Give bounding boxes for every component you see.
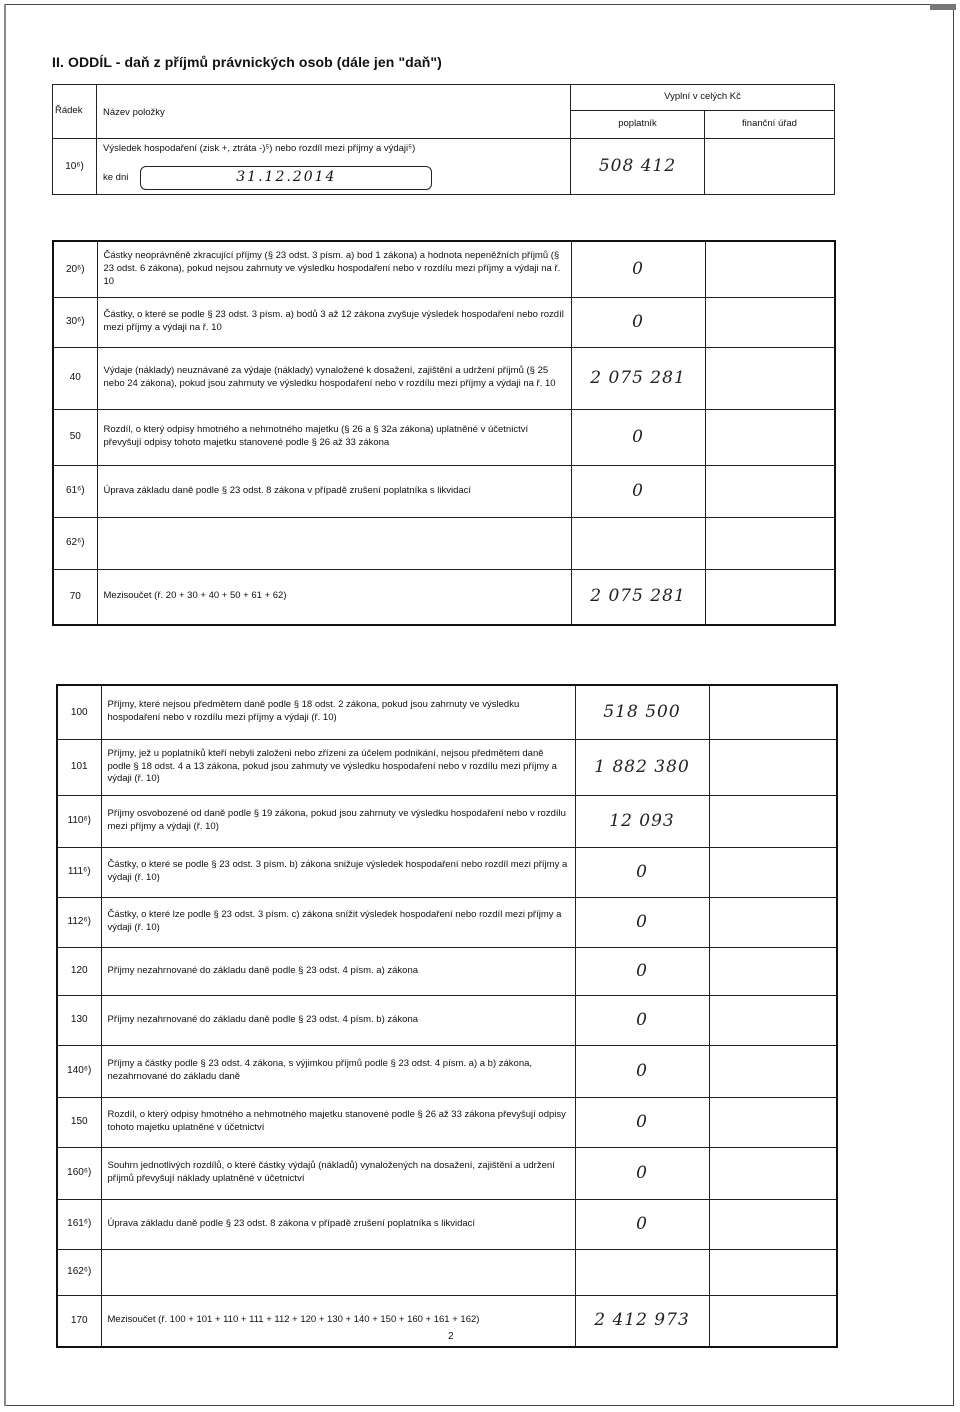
taxpayer-value[interactable] bbox=[571, 517, 705, 569]
office-value[interactable] bbox=[705, 347, 835, 409]
row-10-number: 10⁶) bbox=[53, 139, 97, 195]
office-value[interactable] bbox=[705, 517, 835, 569]
row-number: 161⁶) bbox=[57, 1199, 101, 1249]
office-value[interactable] bbox=[709, 1045, 837, 1097]
table-row bbox=[57, 795, 837, 847]
row-number: 130 bbox=[57, 995, 101, 1045]
table-row bbox=[57, 1045, 837, 1097]
header-table bbox=[52, 84, 835, 195]
row-label: Rozdíl, o který odpisy hmotného a nehmotného majetku (§ 26 a § 32a zákona) uplatněné v účetnictví převyšují odpisy tohoto majetku stanovené podle § 26 až 33 zákona bbox=[97, 409, 571, 465]
row-label: Částky neoprávněně zkracující příjmy (§ 23 odst. 3 písm. a) bod 1 zákona) a hodnota nepeněžních příjmů (§ 23 odst. 6 zákona), pokud nejsou zahrnuty ve výsledku hospodaření nebo v rozdílu mezi příjmy a výdaji na ř. 10 bbox=[97, 241, 571, 297]
table-row bbox=[57, 995, 837, 1045]
table-row bbox=[53, 517, 835, 569]
table-row bbox=[53, 465, 835, 517]
taxpayer-value[interactable]: 0 bbox=[575, 847, 709, 897]
office-value[interactable] bbox=[709, 1295, 837, 1347]
col-header-fill: Vyplní v celých Kč bbox=[571, 85, 835, 111]
row-label: Mezisoučet (ř. 100 + 101 + 110 + 111 + 112 + 120 + 130 + 140 + 150 + 160 + 161 + 162) bbox=[101, 1295, 575, 1347]
row-label bbox=[97, 517, 571, 569]
taxpayer-value[interactable]: 0 bbox=[575, 995, 709, 1045]
office-value[interactable] bbox=[709, 1147, 837, 1199]
row-label: Souhrn jednotlivých rozdílů, o které částky výdajů (nákladů) vynaložených na dosažení, zajištění a udržení příjmů převyšují náklady uplatněné v účetnictví bbox=[101, 1147, 575, 1199]
office-value[interactable] bbox=[709, 897, 837, 947]
row-number: 100 bbox=[57, 685, 101, 739]
ke-dni-row bbox=[103, 166, 564, 190]
office-value[interactable] bbox=[709, 947, 837, 995]
block-2-table bbox=[56, 684, 838, 1348]
taxpayer-value[interactable]: 518 500 bbox=[575, 685, 709, 739]
table-row bbox=[53, 241, 835, 297]
col-header-office: finanční úřad bbox=[705, 111, 835, 139]
table-row bbox=[53, 347, 835, 409]
taxpayer-value[interactable]: 2 412 973 bbox=[575, 1295, 709, 1347]
row-number: 61⁶) bbox=[53, 465, 97, 517]
row-label: Příjmy osvobozené od daně podle § 19 zákona, pokud jsou zahrnuty ve výsledku hospodaření nebo v rozdílu mezi příjmy a výdaji (ř. 10) bbox=[101, 795, 575, 847]
row-label: Úprava základu daně podle § 23 odst. 8 zákona v případě zrušení poplatníka s likvidací bbox=[101, 1199, 575, 1249]
row-label bbox=[101, 1249, 575, 1295]
row-label: Příjmy, které nejsou předmětem daně podle § 18 odst. 2 zákona, pokud jsou zahrnuty ve výsledku hospodaření nebo v rozdílu mezi příjmy a výdaji (ř. 10) bbox=[101, 685, 575, 739]
taxpayer-value[interactable]: 0 bbox=[575, 1199, 709, 1249]
table-row bbox=[57, 739, 837, 795]
office-value[interactable] bbox=[705, 409, 835, 465]
office-value[interactable] bbox=[709, 847, 837, 897]
office-value[interactable] bbox=[705, 241, 835, 297]
col-header-row: Řádek bbox=[53, 85, 97, 139]
row-number: 40 bbox=[53, 347, 97, 409]
table-row bbox=[53, 409, 835, 465]
row-number: 170 bbox=[57, 1295, 101, 1347]
taxpayer-value[interactable]: 0 bbox=[571, 409, 705, 465]
row-label: Částky, o které se podle § 23 odst. 3 písm. b) zákona snižuje výsledek hospodaření nebo rozdíl mezi příjmy a výdaji (ř. 10) bbox=[101, 847, 575, 897]
taxpayer-value[interactable]: 0 bbox=[575, 897, 709, 947]
page-number: 2 bbox=[448, 1331, 454, 1342]
table-row bbox=[53, 569, 835, 625]
row-number: 110⁶) bbox=[57, 795, 101, 847]
row-number: 62⁶) bbox=[53, 517, 97, 569]
taxpayer-value[interactable]: 0 bbox=[571, 465, 705, 517]
row-number: 112⁶) bbox=[57, 897, 101, 947]
row-10-taxpayer-value[interactable]: 508 412 bbox=[571, 139, 705, 195]
row-label: Příjmy nezahrnované do základu daně podle § 23 odst. 4 písm. a) zákona bbox=[101, 947, 575, 995]
section-title: II. ODDÍL - daň z příjmů právnických osob (dále jen "daň") bbox=[52, 54, 442, 70]
row-number: 70 bbox=[53, 569, 97, 625]
scan-edge bbox=[4, 4, 6, 1406]
row-label: Příjmy nezahrnované do základu daně podle § 23 odst. 4 písm. b) zákona bbox=[101, 995, 575, 1045]
table-row bbox=[57, 685, 837, 739]
table-row bbox=[57, 1097, 837, 1147]
row-label: Výdaje (náklady) neuznávané za výdaje (náklady) vynaložené k dosažení, zajištění a udržení příjmů (§ 25 nebo 24 zákona), pokud jsou zahrnuty ve výsledku hospodaření nebo v rozdílu mezi příjmy a výdaji na ř. 10 bbox=[97, 347, 571, 409]
row-number: 150 bbox=[57, 1097, 101, 1147]
office-value[interactable] bbox=[705, 465, 835, 517]
row-number: 120 bbox=[57, 947, 101, 995]
row-number: 160⁶) bbox=[57, 1147, 101, 1199]
taxpayer-value[interactable]: 2 075 281 bbox=[571, 569, 705, 625]
taxpayer-value[interactable]: 0 bbox=[571, 241, 705, 297]
row-number: 50 bbox=[53, 409, 97, 465]
scan-mark bbox=[930, 4, 956, 10]
office-value[interactable] bbox=[709, 1097, 837, 1147]
office-value[interactable] bbox=[709, 995, 837, 1045]
ke-dni-field[interactable]: 31.12.2014 bbox=[140, 166, 432, 190]
taxpayer-value[interactable]: 1 882 380 bbox=[575, 739, 709, 795]
table-row bbox=[57, 947, 837, 995]
row-label: Částky, o které se podle § 23 odst. 3 písm. a) bodů 3 až 12 zákona zvyšuje výsledek hospodaření nebo rozdíl mezi příjmy a výdaji na ř. 10 bbox=[97, 297, 571, 347]
taxpayer-value[interactable]: 0 bbox=[575, 1147, 709, 1199]
table-row bbox=[57, 1147, 837, 1199]
block-1-table bbox=[52, 240, 836, 626]
row-label: Mezisoučet (ř. 20 + 30 + 40 + 50 + 61 + 62) bbox=[97, 569, 571, 625]
row-label: Příjmy a částky podle § 23 odst. 4 zákona, s výjimkou příjmů podle § 23 odst. 4 písm. a) a b) zákona, nezahrnované do základu daně bbox=[101, 1045, 575, 1097]
row-label: Rozdíl, o který odpisy hmotného a nehmotného majetku stanovené podle § 26 až 33 zákona převyšují odpisy tohoto majetku uplatněné v účetnictví bbox=[101, 1097, 575, 1147]
office-value[interactable] bbox=[709, 739, 837, 795]
row-label: Příjmy, jež u poplatníků kteří nebyli založeni nebo zřízeni za účelem podnikání, nejsou předmětem daně podle § 18 odst. 4 a 13 zákona, pokud jsou zahrnuty ve výsledku hospodaření nebo v rozdílu mezi příjmy a výdaji (ř. 10) bbox=[101, 739, 575, 795]
row-10-office-value[interactable] bbox=[705, 139, 835, 195]
row-number: 30⁶) bbox=[53, 297, 97, 347]
office-value[interactable] bbox=[709, 795, 837, 847]
taxpayer-value[interactable] bbox=[575, 1249, 709, 1295]
row-number: 162⁶) bbox=[57, 1249, 101, 1295]
taxpayer-value[interactable]: 0 bbox=[575, 947, 709, 995]
ke-dni-label: ke dni bbox=[103, 171, 129, 183]
table-row bbox=[57, 1295, 837, 1347]
taxpayer-value[interactable]: 0 bbox=[575, 1097, 709, 1147]
row-10-label: Výsledek hospodaření (zisk +, ztráta -)⁵) nebo rozdíl mezi příjmy a výdaji⁵) bbox=[103, 143, 416, 155]
row-number: 140⁶) bbox=[57, 1045, 101, 1097]
table-row bbox=[53, 297, 835, 347]
col-header-name: Název položky bbox=[97, 85, 571, 139]
office-value[interactable] bbox=[709, 1199, 837, 1249]
office-value[interactable] bbox=[709, 685, 837, 739]
table-row bbox=[57, 1199, 837, 1249]
row-number: 20⁶) bbox=[53, 241, 97, 297]
row-number: 101 bbox=[57, 739, 101, 795]
office-value[interactable] bbox=[705, 297, 835, 347]
row-10-label-cell bbox=[97, 139, 571, 195]
taxpayer-value[interactable]: 12 093 bbox=[575, 795, 709, 847]
taxpayer-value[interactable]: 0 bbox=[575, 1045, 709, 1097]
col-header-taxpayer: poplatník bbox=[571, 111, 705, 139]
table-row bbox=[57, 847, 837, 897]
row-label: Částky, o které lze podle § 23 odst. 3 písm. c) zákona snížit výsledek hospodaření nebo rozdíl mezi příjmy a výdaji (ř. 10) bbox=[101, 897, 575, 947]
row-label: Úprava základu daně podle § 23 odst. 8 zákona v případě zrušení poplatníka s likvidací bbox=[97, 465, 571, 517]
taxpayer-value[interactable]: 2 075 281 bbox=[571, 347, 705, 409]
row-number: 111⁶) bbox=[57, 847, 101, 897]
office-value[interactable] bbox=[705, 569, 835, 625]
table-row bbox=[57, 897, 837, 947]
taxpayer-value[interactable]: 0 bbox=[571, 297, 705, 347]
office-value[interactable] bbox=[709, 1249, 837, 1295]
table-row bbox=[57, 1249, 837, 1295]
